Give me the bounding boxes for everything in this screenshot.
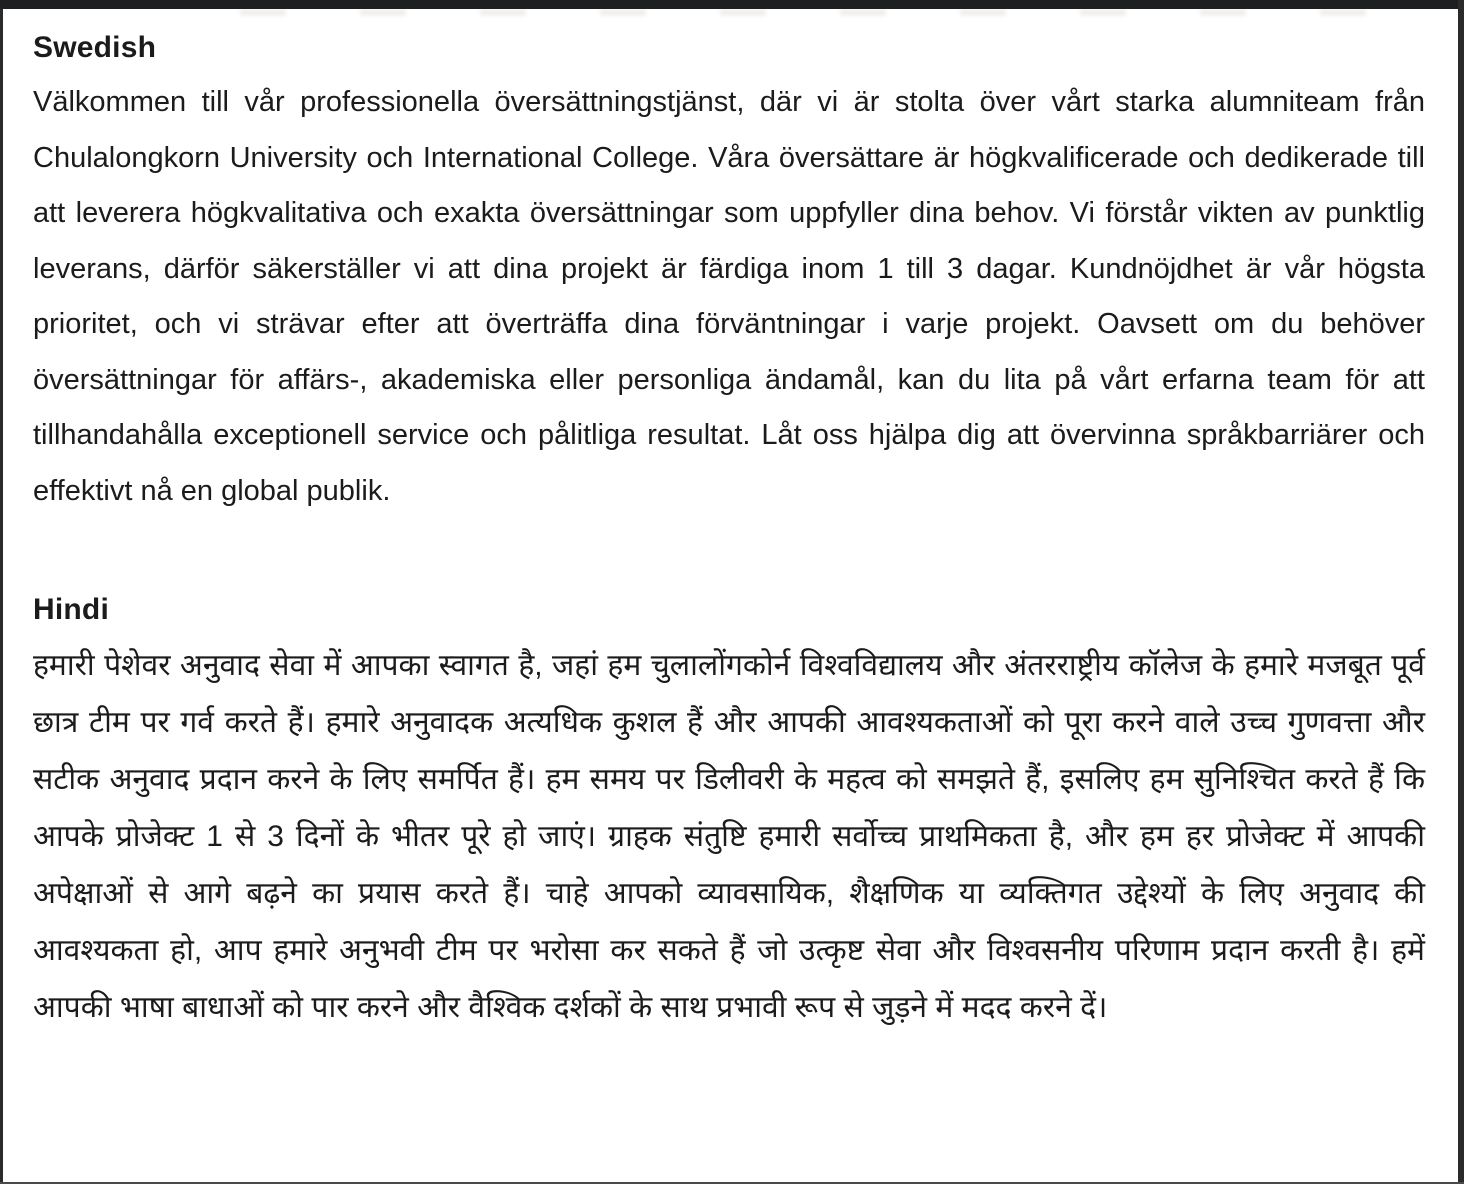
swedish-heading: Swedish (33, 31, 157, 64)
section-swedish (33, 30, 1425, 519)
section-hindi (33, 592, 1425, 1036)
hindi-paragraph: हमारी पेशेवर अनुवाद सेवा में आपका स्वागत है, जहां हम चुलालोंगकोर्न विश्वविद्यालय और अंतरराष्ट्रीय कॉलेज के हमारे मजबूत पूर्व छात्र टीम पर गर्व करते हैं। हमारे अनुवादक अत्यधिक कुशल हैं और आपकी आवश्यकताओं को पूरा करने वाले उच्च गुणवत्ता और सटीक अनुवाद प्रदान करने के लिए समर्पित हैं। हम समय पर डिलीवरी के महत्व को समझते हैं, इसलिए हम सुनिश्चित करते हैं कि आपके प्रोजेक्ट 1 से 3 दिनों के भीतर पूरे हो जाएं। ग्राहक संतुष्टि हमारी सर्वोच्च प्राथमिकता है, और हम हर प्रोजेक्ट में आपकी अपेक्षाओं से आगे बढ़ने का प्रयास करते हैं। चाहे आपको व्यावसायिक, शैक्षणिक या व्यक्तिगत उद्देश्यों के लिए अनुवाद की आवश्यकता हो, आप हमारे अनुभवी टीम पर भरोसा कर सकते हैं जो उत्कृष्ट सेवा और विश्वसनीय परिणाम प्रदान करती है। हमें आपकी भाषा बाधाओं को पार करने और वैश्विक दर्शकों के साथ प्रभावी रूप से जुड़ने में मदद करने दें। (33, 649, 1425, 1024)
page-left-border (0, 9, 3, 1184)
page-right-border (1458, 0, 1464, 1184)
hindi-heading: Hindi (33, 593, 109, 626)
cropped-dark-strip (0, 0, 1464, 9)
swedish-paragraph: Välkommen till vår professionella översättningstjänst, där vi är stolta över vårt starka alumniteam från Chulalongkorn University och International College. Våra översättare är högkvalificerade och dedikerade till att leverera högkvalitativa och exakta översättningar som uppfyller dina behov. Vi förstår vikten av punktlig leverans, därför säkerställer vi att dina projekt är färdiga inom 1 till 3 dagar. Kundnöjdhet är vår högsta prioritet, och vi strävar efter att överträffa dina förväntningar i varje projekt. Oavsett om du behöver översättningar för affärs-, akademiska eller personliga ändamål, kan du lita på vårt erfarna team för att tillhandahålla exceptionell service och pålitliga resultat. Låt oss hjälpa dig att övervinna språkbarriärer och effektivt nå en global publik. (33, 86, 1425, 507)
document-content (33, 9, 1425, 1036)
